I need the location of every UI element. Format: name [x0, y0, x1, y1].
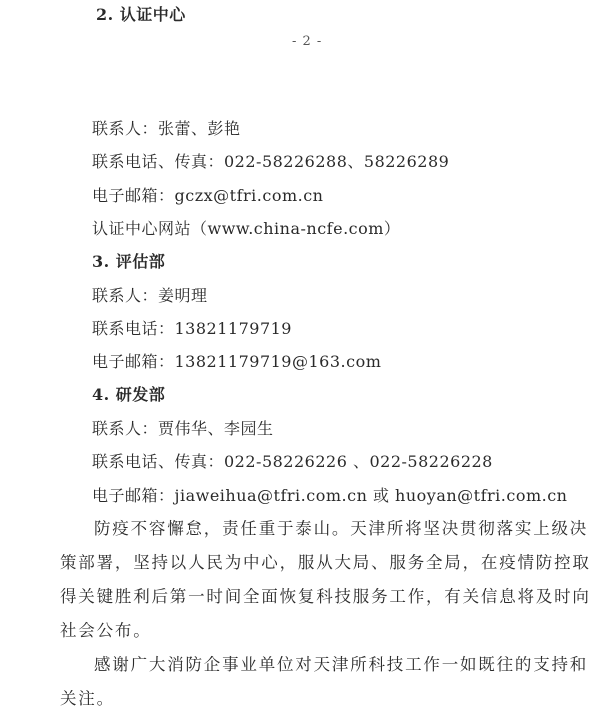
closing-paragraph-2: 感谢广大消防企事业单位对天津所科技工作一如既往的支持和关注。 — [60, 655, 589, 708]
rnd-phone-fax: 联系电话、传真：022-58226226 、022-58226228 — [92, 452, 493, 471]
evaluation-contact: 联系人：姜明理 — [92, 286, 208, 305]
certification-email: 电子邮箱：gczx@tfri.com.cn — [92, 186, 324, 205]
evaluation-email: 电子邮箱：13821179719@163.com — [92, 352, 382, 371]
rnd-contact: 联系人：贾伟华、李园生 — [92, 419, 274, 438]
section-heading-evaluation: 3. 评估部 — [92, 252, 166, 271]
evaluation-phone: 联系电话：13821179719 — [92, 319, 292, 338]
closing-paragraph-1: 防疫不容懈怠，责任重于泰山。天津所将坚决贯彻落实上级决策部署，坚持以人民为中心，服从大局、服务全局，在疫情防控取得关键胜利后第一时间全面恢复科技服务工作，有关信息将及时向社会公布。 — [60, 519, 591, 640]
certification-contact: 联系人：张蕾、彭艳 — [92, 119, 241, 138]
section-heading-certification: 2. 认证中心 — [96, 5, 186, 24]
certification-website: 认证中心网站（www.china-ncfe.com） — [92, 219, 401, 238]
rnd-email: 电子邮箱：jiaweihua@tfri.com.cn 或 huoyan@tfri.com.cn — [92, 486, 568, 505]
certification-phone-fax: 联系电话、传真：022-58226288、58226289 — [92, 152, 450, 171]
section-heading-rnd: 4. 研发部 — [92, 385, 166, 404]
page-number: - 2 - — [292, 34, 323, 49]
